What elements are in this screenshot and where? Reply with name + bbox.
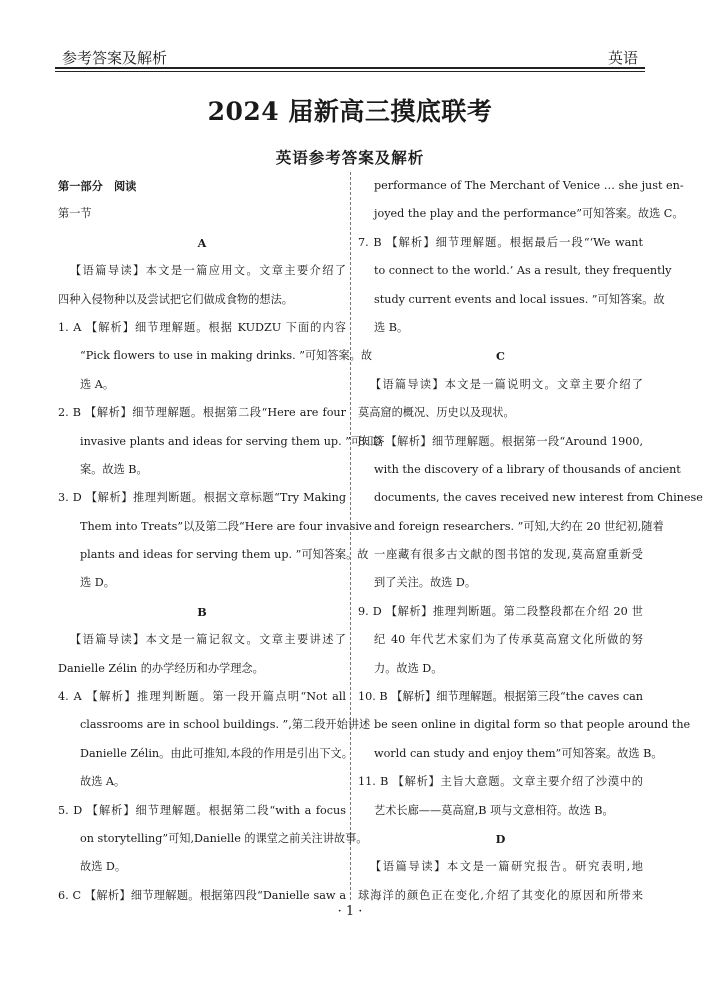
text-line: 1. A 【解析】细节理解题。根据 KUDZU 下面的内容 xyxy=(58,320,346,334)
text-line: 故选 A。 xyxy=(80,775,126,789)
text-line: 【语篇导读】本文是一篇研究报告。研究表明,地 xyxy=(370,860,643,874)
page-header xyxy=(62,42,638,68)
header-rule-thick xyxy=(55,67,645,69)
text-line: be seen online in digital form so that people around the xyxy=(374,718,691,732)
text-line: 第一部分 阅读 xyxy=(58,179,137,193)
text-line: Danielle Zélin 的办学经历和办学理念。 xyxy=(58,661,264,675)
text-line: 2. B 【解析】细节理解题。根据第二段“Here are four xyxy=(58,406,346,420)
text-line: study current events and local issues. ”可知答案。故 xyxy=(374,292,665,306)
text-line: D xyxy=(495,831,506,846)
text-line: 第一节 xyxy=(58,207,92,221)
header-right-label: 英语 xyxy=(607,49,638,67)
text-line: classrooms are in school buildings. ”,第二段开始讲述 xyxy=(80,718,371,732)
text-line: 力。故选 D。 xyxy=(374,661,443,675)
left-column xyxy=(58,172,385,910)
text-line: Danielle Zélin。由此可推知,本段的作用是引出下文。 xyxy=(80,746,353,760)
text-line: performance of The Merchant of Venice … she just en- xyxy=(374,179,684,192)
text-line: world can study and enjoy them”可知答案。故选 B。 xyxy=(374,746,663,760)
text-line: “Pick flowers to use in making drinks. ”可知答案。故 xyxy=(80,349,373,363)
text-line: 4. A 【解析】推理判断题。第一段开篇点明“Not all xyxy=(58,690,346,704)
page-title: 2024 届新高三摸底联考 xyxy=(207,97,493,126)
text-line: 11. B 【解析】主旨大意题。文章主要介绍了沙漠中的 xyxy=(358,775,643,789)
text-line: 球海洋的颜色正在变化,介绍了其变化的原因和所带来 xyxy=(358,888,643,902)
text-line: 【语篇导读】本文是一篇说明文。文章主要介绍了 xyxy=(370,377,643,391)
header-rule-thin xyxy=(55,71,645,72)
text-line: on storytelling”可知,Danielle 的课堂之前关注讲故事。 xyxy=(80,831,368,845)
text-line: plants and ideas for serving them up. ”可知答案。故 xyxy=(80,548,369,562)
text-line: 3. D 【解析】推理判断题。根据文章标题“Try Making xyxy=(58,491,346,505)
text-line: and foreign researchers. ”可知,大约在 20 世纪初,随着 xyxy=(374,519,664,533)
text-line: documents, the caves received new interest from Chinese xyxy=(374,491,703,505)
text-line: B xyxy=(197,604,207,619)
text-line: 到了关注。故选 D。 xyxy=(374,576,477,590)
text-line: 5. D 【解析】细节理解题。根据第二段“with a focus xyxy=(58,803,346,817)
text-line: to connect to the world.’ As a result, they frequently xyxy=(374,264,672,278)
text-line: 选 B。 xyxy=(374,320,409,334)
text-line: 8. D 【解析】细节理解题。根据第一段“Around 1900, xyxy=(358,434,643,448)
text-line: 选 A。 xyxy=(80,377,115,391)
page-number: · 1 · xyxy=(337,904,363,919)
text-line: 故选 D。 xyxy=(80,860,127,874)
text-line: 【语篇导读】本文是一篇记叙文。文章主要讲述了 xyxy=(70,633,346,647)
right-column xyxy=(358,172,703,910)
text-line: with the discovery of a library of thousands of ancient xyxy=(374,462,681,476)
text-line: 案。故选 B。 xyxy=(80,462,148,476)
text-line: 6. C 【解析】细节理解题。根据第四段“Danielle saw a xyxy=(58,888,346,902)
text-line: Them into Treats”以及第二段“Here are four invasive xyxy=(80,519,372,533)
text-line: A xyxy=(197,235,207,250)
text-line: 选 D。 xyxy=(80,576,115,590)
text-line: 艺术长廊——莫高窟,B 项与文意相符。故选 B。 xyxy=(374,803,614,817)
text-line: 一座藏有很多古文献的图书馆的发现,莫高窟重新受 xyxy=(374,548,643,562)
text-line: joyed the play and the performance”可知答案。故选 C。 xyxy=(374,207,684,221)
text-line: 7. B 【解析】细节理解题。根据最后一段“‘We want xyxy=(358,235,643,249)
text-line: C xyxy=(496,349,505,364)
page-subtitle: 英语参考答案及解析 xyxy=(275,148,425,167)
header-left-label: 参考答案及解析 xyxy=(62,49,168,67)
text-line: 纪 40 年代艺术家们为了传承莫高窟文化所做的努 xyxy=(374,633,643,647)
text-line: 【语篇导读】本文是一篇应用文。文章主要介绍了 xyxy=(70,264,346,278)
text-line: 9. D 【解析】推理判断题。第二段整段都在介绍 20 世 xyxy=(358,604,643,618)
text-line: 莫高窟的概况、历史以及现状。 xyxy=(358,406,515,420)
text-line: 四种入侵物种以及尝试把它们做成食物的想法。 xyxy=(58,292,293,306)
text-line: 10. B 【解析】细节理解题。根据第三段“the caves can xyxy=(358,690,643,704)
text-line: invasive plants and ideas for serving them up. ”可知答 xyxy=(80,434,385,448)
